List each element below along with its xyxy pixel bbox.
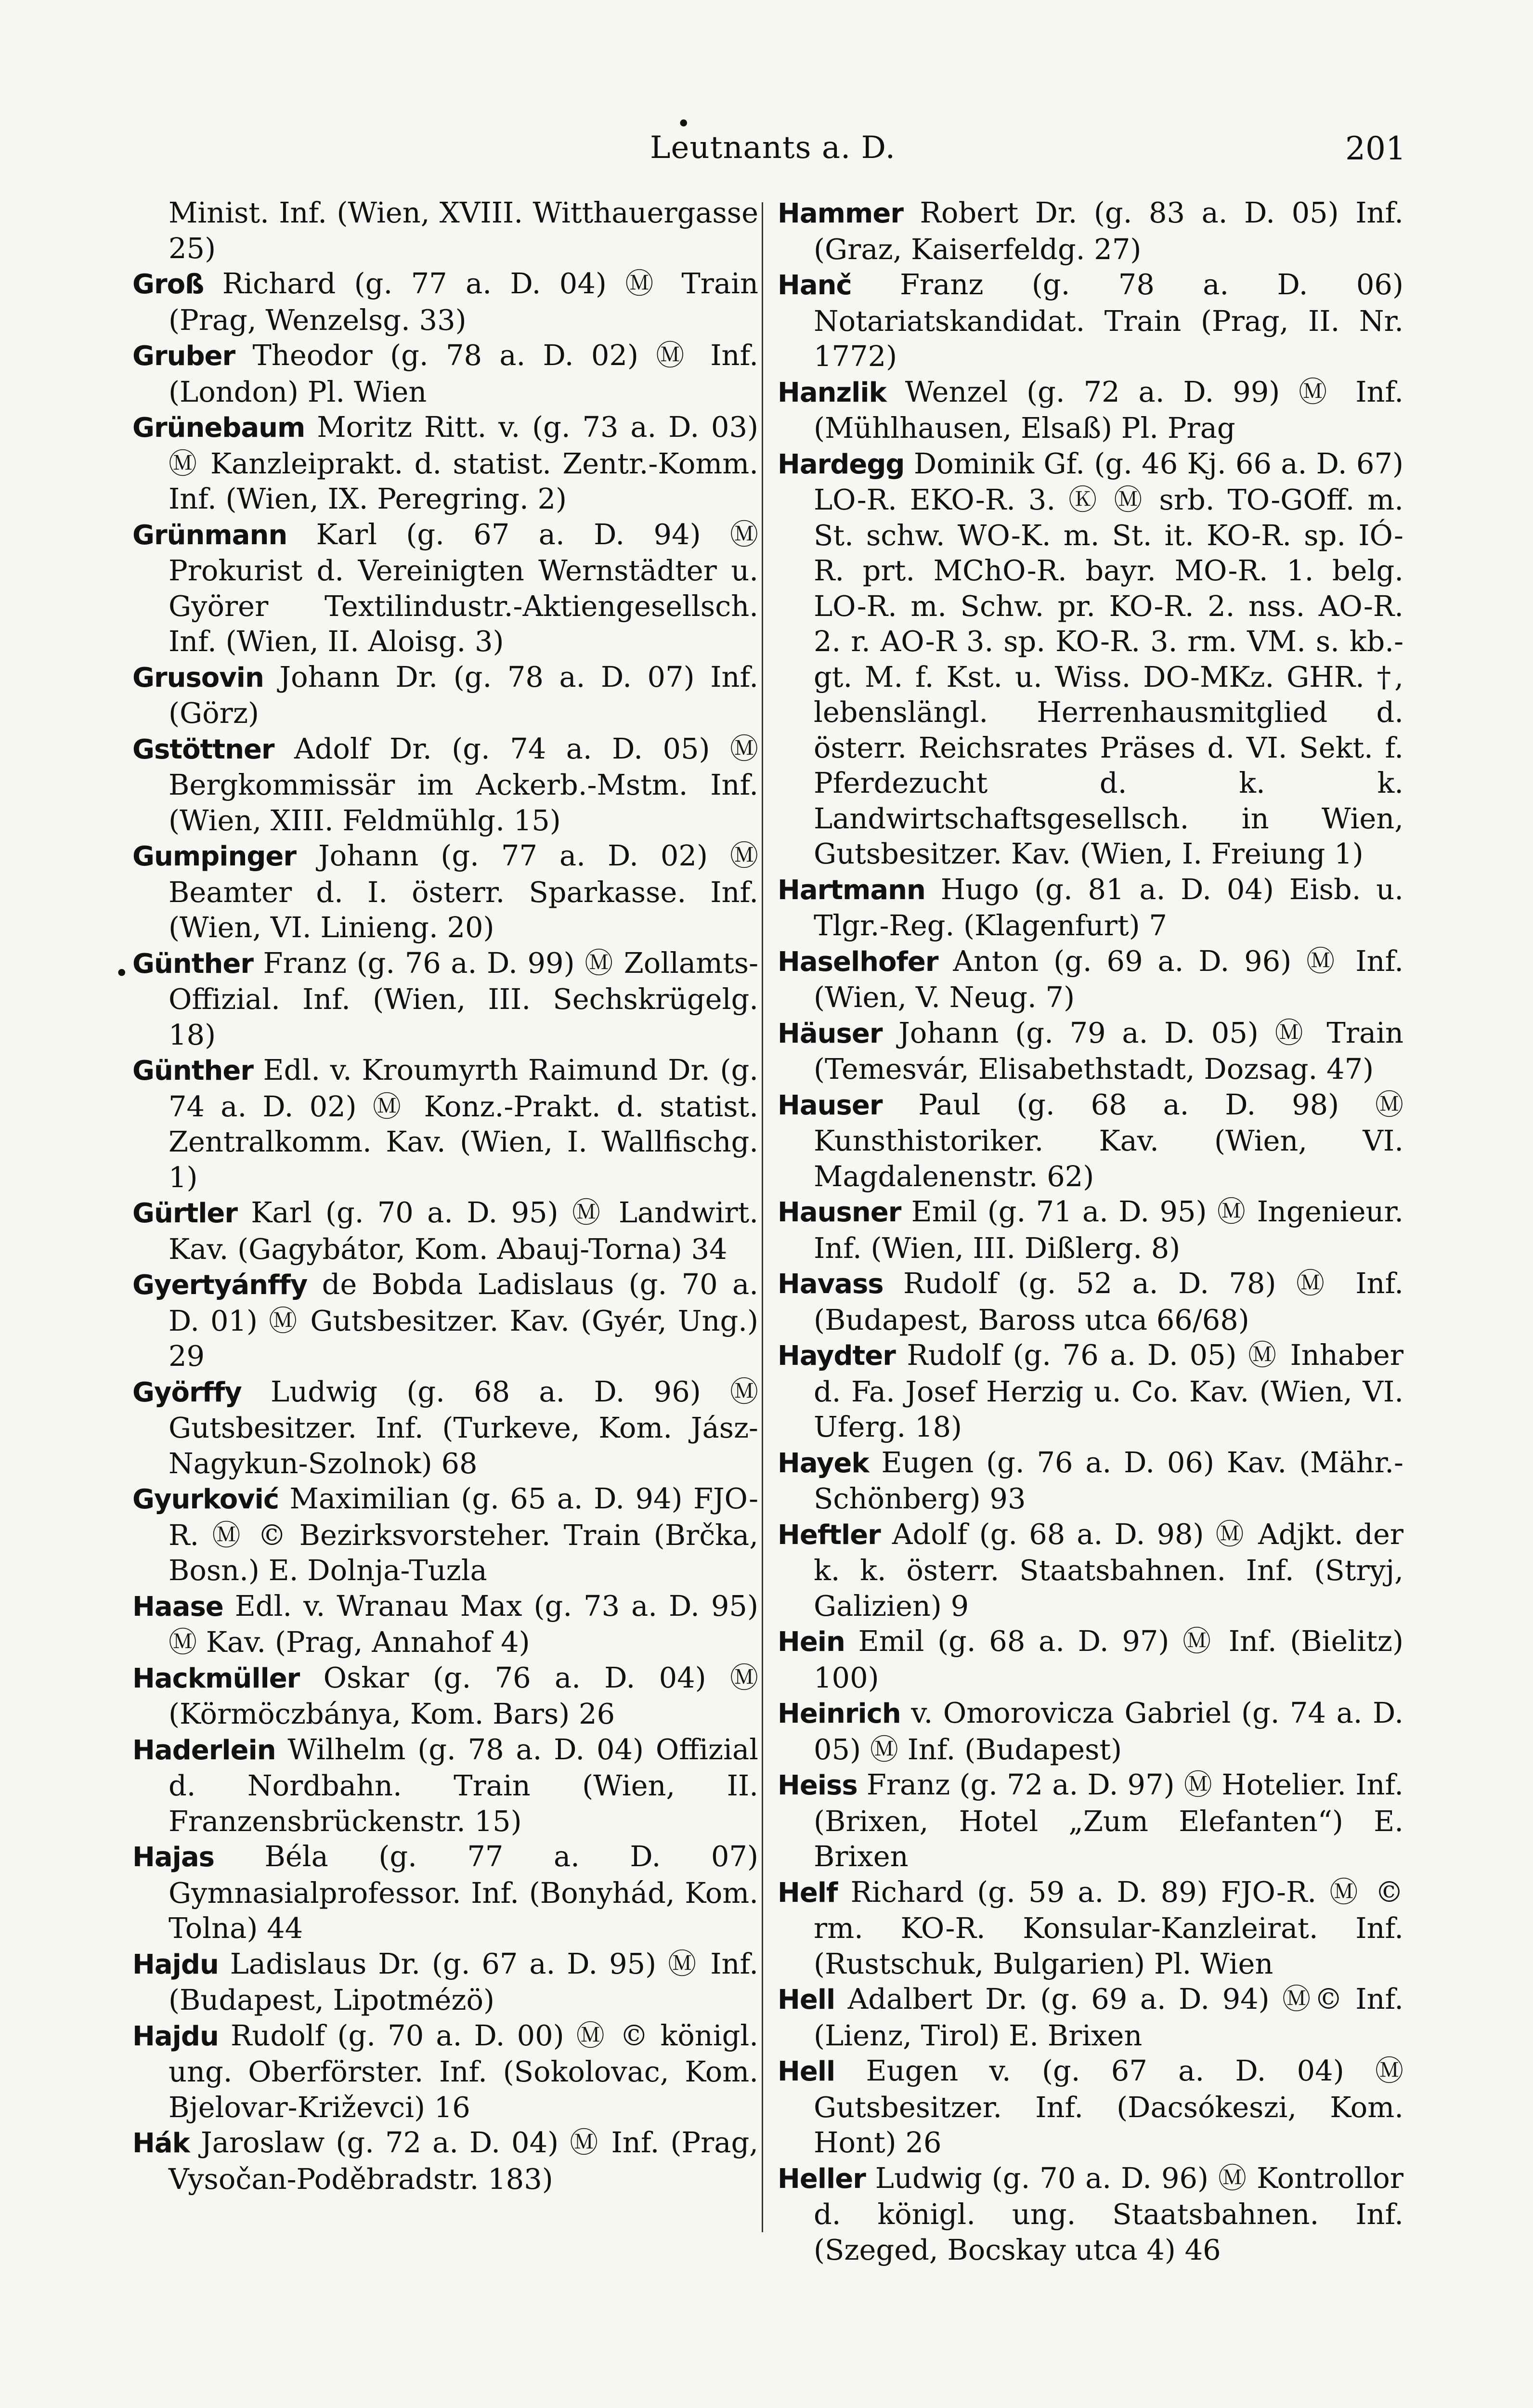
- entry-surname: Havass: [778, 1269, 883, 1300]
- entry-text: v. Omorovicza Gabriel (g. 74 a. D. 05) Ⓜ Inf. (Budapest): [814, 1696, 1403, 1766]
- directory-entry: [132, 517, 758, 659]
- directory-entry: [132, 266, 758, 338]
- entry-text: Edl. v. Kroumyrth Raimund Dr. (g. 74 a. D. 02) Ⓜ Konz.-Prakt. d. statist. Zentralkomm. Kav. (Wien, I. Wallfischg. 1): [169, 1053, 758, 1194]
- entry-text: de Bobda Ladislaus (g. 70 a. D. 01) Ⓜ Gutsbesitzer. Kav. (Gyér, Ung.) 29: [169, 1268, 758, 1373]
- directory-entry: [778, 1337, 1403, 1445]
- directory-entry: [132, 838, 758, 945]
- directory-entry: [132, 731, 758, 838]
- entry-text: Rudolf (g. 76 a. D. 05) Ⓜ Inhaber d. Fa. Josef Herzig u. Co. Kav. (Wien, VI. Uferg. 18): [814, 1338, 1403, 1443]
- page-number: 201: [1345, 130, 1406, 167]
- entry-surname: Hák: [132, 2128, 190, 2159]
- entry-text: Oskar (g. 76 a. D. 04) Ⓜ (Körmöczbánya, Kom. Bars) 26: [169, 1661, 758, 1730]
- entry-surname: Häuser: [778, 1018, 883, 1049]
- directory-entry: [778, 1266, 1403, 1337]
- entry-text: Johann (g. 77 a. D. 02) Ⓜ Beamter d. I. österr. Sparkasse. Inf. (Wien, VI. Linieng. 20): [169, 839, 758, 944]
- entry-text: Ludwig (g. 68 a. D. 96) Ⓜ Gutsbesitzer. Inf. (Turkeve, Kom. Jász-Nagykun-Szolnok) 68: [169, 1374, 758, 1480]
- entry-surname: Hein: [778, 1626, 845, 1658]
- entry-text: Richard (g. 77 a. D. 04) Ⓜ Train (Prag, Wenzelsg. 33): [169, 267, 758, 337]
- entry-surname: Grusovin: [132, 662, 264, 694]
- entry-text: Adolf (g. 68 a. D. 98) Ⓜ Adjkt. der k. k. österr. Staatsbahnen. Inf. (Stryj, Galizien) 9: [814, 1517, 1403, 1623]
- directory-entry: [778, 1874, 1403, 1982]
- entry-surname: Haderlein: [132, 1734, 276, 1766]
- entry-surname: Haydter: [778, 1340, 896, 1372]
- entry-text: Wenzel (g. 72 a. D. 99) Ⓜ Inf. (Mühlhausen, Elsaß) Pl. Prag: [814, 375, 1403, 445]
- entry-surname: Gstöttner: [132, 733, 274, 765]
- directory-entry: [778, 1517, 1403, 1624]
- entry-surname: Hanč: [778, 270, 852, 301]
- page-speck: •: [676, 110, 691, 138]
- directory-entry: [132, 1839, 758, 1946]
- directory-entry: [132, 1195, 758, 1267]
- entry-text: Maximilian (g. 65 a. D. 94) FJO-R. Ⓜ © Bezirksvorsteher. Train (Brčka, Bosn.) E. Dolnja-Tuzla: [169, 1482, 758, 1587]
- entry-text: Hugo (g. 81 a. D. 04) Eisb. u. Tlgr.-Reg. (Klagenfurt) 7: [814, 872, 1403, 942]
- entry-text: Ladislaus Dr. (g. 67 a. D. 95) Ⓜ Inf. (Budapest, Lipotmézö): [169, 1947, 758, 2016]
- entry-surname: Helf: [778, 1877, 838, 1909]
- directory-entry: [778, 1015, 1403, 1087]
- directory-entry: [778, 446, 1403, 872]
- entry-surname: Hell: [778, 1984, 835, 2015]
- entry-text: Franz (g. 78 a. D. 06) Notariatskandidat. Train (Prag, II. Nr. 1772): [814, 268, 1403, 373]
- entry-surname: Hayek: [778, 1447, 869, 1479]
- directory-entry: [132, 945, 758, 1053]
- entry-text: Theodor (g. 78 a. D. 02) Ⓜ Inf. (London) Pl. Wien: [169, 339, 758, 408]
- entry-text: Johann Dr. (g. 78 a. D. 07) Inf. (Görz): [169, 660, 758, 730]
- right-column: [778, 195, 1403, 2267]
- directory-entry: [132, 2018, 758, 2125]
- entry-text: Edl. v. Wranau Max (g. 73 a. D. 95) Ⓜ Kav. (Prag, Annahof 4): [169, 1589, 758, 1659]
- directory-entry: [132, 1946, 758, 2018]
- entry-text: Minist. Inf. (Wien, XVIII. Witthauergasse 25): [169, 196, 758, 265]
- entry-surname: Heiss: [778, 1770, 857, 1801]
- directory-entry: [778, 872, 1403, 943]
- entry-text: Paul (g. 68 a. D. 98) Ⓜ Kunsthistoriker. Kav. (Wien, VI. Magdalenenstr. 62): [814, 1087, 1403, 1193]
- entry-surname: Hanzlik: [778, 377, 886, 408]
- directory-entry: [778, 2053, 1403, 2160]
- directory-entry: [778, 1445, 1403, 1517]
- directory-entry: [778, 943, 1403, 1015]
- entry-surname: Hammer: [778, 198, 903, 229]
- entry-surname: Günther: [132, 948, 253, 980]
- entry-surname: Heinrich: [778, 1698, 901, 1729]
- entry-text: Jaroslaw (g. 72 a. D. 04) Ⓜ Inf. (Prag, Vysočan-Poděbradstr. 183): [169, 2126, 758, 2196]
- entry-text: Johann (g. 79 a. D. 05) Ⓜ Train (Temesvár, Elisabethstadt, Dozsag. 47): [814, 1016, 1403, 1086]
- directory-entry: [132, 195, 758, 266]
- entry-text: Franz (g. 76 a. D. 99) Ⓜ Zollamts-Offizial. Inf. (Wien, III. Sechskrügelg. 18): [169, 946, 758, 1051]
- entry-surname: Heller: [778, 2163, 866, 2195]
- directory-entry: [778, 1087, 1403, 1194]
- entry-surname: Gürtler: [132, 1198, 238, 1229]
- entry-text: Franz (g. 72 a. D. 97) Ⓜ Hotelier. Inf. (Brixen, Hotel „Zum Elefanten“) E. Brixen: [814, 1768, 1403, 1873]
- directory-entry: [132, 338, 758, 409]
- entry-surname: Gyurković: [132, 1484, 279, 1515]
- directory-entry: [778, 267, 1403, 374]
- directory-entry: [778, 1194, 1403, 1266]
- directory-entry: [132, 1481, 758, 1588]
- entry-surname: Gruber: [132, 340, 235, 372]
- entry-surname: Hardegg: [778, 448, 905, 480]
- entry-surname: Hausner: [778, 1197, 901, 1228]
- entry-surname: Hell: [778, 2056, 835, 2087]
- directory-entry: [132, 1374, 758, 1481]
- entry-text: Rudolf (g. 70 a. D. 00) Ⓜ © königl. ung. Oberförster. Inf. (Sokolovac, Kom. Bjelovar-Križevci) 16: [169, 2018, 758, 2124]
- entry-surname: Grünmann: [132, 519, 287, 551]
- entry-surname: Grünebaum: [132, 412, 305, 444]
- entry-text: Karl (g. 67 a. D. 94) Ⓜ Prokurist d. Vereinigten Wernstädter u. Györer Textilindustr.-Aktiengesellsch. Inf. (Wien, II. Aloisg. 3): [169, 517, 758, 658]
- directory-entry: [778, 1767, 1403, 1874]
- directory-entry: [132, 1052, 758, 1195]
- directory-entry: [132, 1732, 758, 1839]
- entry-surname: Hartmann: [778, 874, 925, 906]
- entry-text: Adolf Dr. (g. 74 a. D. 05) Ⓜ Bergkommissär im Ackerb.-Mstm. Inf. (Wien, XIII. Feldmühlg. 15): [169, 732, 758, 837]
- entry-surname: Gyertyánffy: [132, 1269, 308, 1301]
- directory-entry: [778, 195, 1403, 267]
- entry-text: Anton (g. 69 a. D. 96) Ⓜ Inf. (Wien, V. Neug. 7): [814, 944, 1403, 1014]
- directory-entry: [132, 2125, 758, 2197]
- entry-text: Robert Dr. (g. 83 a. D. 05) Inf. (Graz, Kaiserfeldg. 27): [814, 196, 1403, 266]
- entry-text: Emil (g. 68 a. D. 97) Ⓜ Inf. (Bielitz) 100): [814, 1624, 1403, 1694]
- directory-entry: [778, 2160, 1403, 2268]
- entry-text: Moritz Ritt. v. (g. 73 a. D. 03) Ⓜ Kanzleiprakt. d. statist. Zentr.-Komm. Inf. (Wien, IX. Peregring. 2): [169, 410, 758, 515]
- entry-text: Emil (g. 71 a. D. 95) Ⓜ Ingenieur. Inf. (Wien, III. Dißlerg. 8): [814, 1195, 1403, 1265]
- directory-entry: [778, 1695, 1403, 1767]
- entry-text: Eugen (g. 76 a. D. 06) Kav. (Mähr.-Schönberg) 93: [814, 1445, 1403, 1515]
- entry-text: Ludwig (g. 70 a. D. 96) Ⓜ Kontrollor d. königl. ung. Staatsbahnen. Inf. (Szeged, Bocskay utca 4) 46: [814, 2161, 1403, 2266]
- margin-mark: •: [115, 959, 129, 987]
- entry-surname: Hajdu: [132, 1949, 219, 1980]
- entry-surname: Haase: [132, 1591, 223, 1623]
- entry-surname: Heftler: [778, 1519, 881, 1551]
- directory-entry: [778, 374, 1403, 446]
- entry-surname: Günther: [132, 1055, 253, 1086]
- entry-text: Béla (g. 77 a. D. 07) Gymnasialprofessor. Inf. (Bonyhád, Kom. Tolna) 44: [169, 1840, 758, 1945]
- directory-entry: [132, 1588, 758, 1660]
- entry-surname: Gumpinger: [132, 841, 297, 872]
- entry-text: Richard (g. 59 a. D. 89) FJO-R. Ⓜ © rm. KO-R. Konsular-Kanzleirat. Inf. (Rustschuk, Bulgarien) Pl. Wien: [814, 1875, 1403, 1980]
- directory-entry: [778, 1981, 1403, 2053]
- entry-surname: Györffy: [132, 1376, 242, 1408]
- entry-text: Adalbert Dr. (g. 69 a. D. 94) Ⓜ© Inf. (Lienz, Tirol) E. Brixen: [814, 1982, 1403, 2052]
- entry-text: Rudolf (g. 52 a. D. 78) Ⓜ Inf. (Budapest, Baross utca 66/68): [814, 1267, 1403, 1336]
- entry-text: Eugen v. (g. 67 a. D. 04) Ⓜ Gutsbesitzer. Inf. (Dacsókeszi, Kom. Hont) 26: [814, 2054, 1403, 2159]
- directory-entry: [132, 409, 758, 517]
- entry-surname: Hackmüller: [132, 1662, 300, 1694]
- running-head: Leutnants a. D.: [650, 130, 896, 166]
- entry-surname: Groß: [132, 269, 204, 300]
- entry-text: Karl (g. 70 a. D. 95) Ⓜ Landwirt. Kav. (Gagybátor, Kom. Abauj-Torna) 34: [169, 1196, 758, 1266]
- left-column: [132, 195, 758, 2197]
- entry-text: Dominik Gf. (g. 46 Kj. 66 a. D. 67) LO-R. EKO-R. 3. Ⓚ Ⓜ srb. TO-GOff. m. St. schw. WO-K. m. St. it. KO-R. sp. IÓ-R. prt. MChO-R. bayr. MO-R. 1. belg. LO-R. m. Schw. pr. KO-R. 2. nss. AO-R. 2. r. AO-R 3. sp. KO-R. 3. rm. VM. s. kb.-gt. M. f. Kst. u. Wiss. DO-MKz. GHR. †, lebenslängl. Herrenhausmitglied d. österr. Reichsrates Präses d. VI. Sekt. f. Pferdezucht d. k. k. Landwirtschaftsgesellsch. in Wien, Gutsbesitzer. Kav. (Wien, I. Freiung 1): [814, 446, 1403, 870]
- entry-surname: Hauser: [778, 1089, 883, 1121]
- entry-text: Wilhelm (g. 78 a. D. 04) Offizial d. Nordbahn. Train (Wien, II. Franzensbrückenstr. 15): [169, 1732, 758, 1838]
- entry-surname: Haselhofer: [778, 946, 938, 978]
- directory-entry: [132, 1660, 758, 1732]
- directory-entry: [132, 659, 758, 731]
- directory-entry: [778, 1623, 1403, 1695]
- column-divider: [762, 202, 763, 2232]
- page-header: [135, 130, 1406, 173]
- directory-entry: [132, 1267, 758, 1374]
- entry-surname: Hajdu: [132, 2020, 219, 2052]
- entry-surname: Hajas: [132, 1842, 214, 1873]
